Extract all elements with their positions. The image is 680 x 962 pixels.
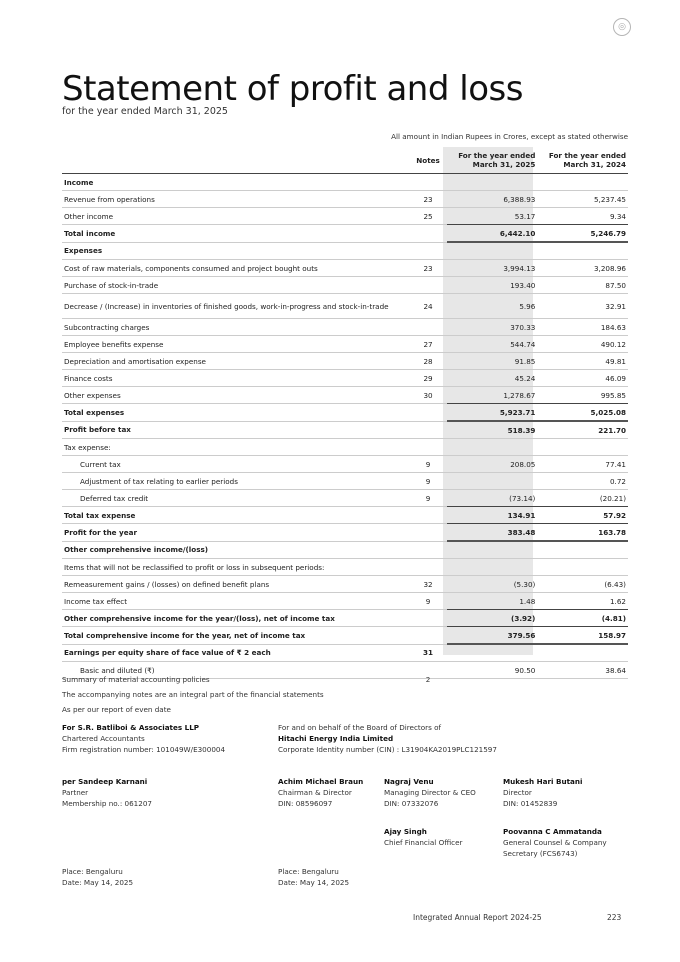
row-previous-year: (4.81) xyxy=(537,610,628,627)
signatory-din: DIN: 07332076 xyxy=(384,799,439,808)
accounting-policies-note: 2 xyxy=(425,675,431,684)
table-row xyxy=(62,174,628,191)
row-note xyxy=(409,541,446,559)
auditor-firm: For S.R. Batliboi & Associates LLP xyxy=(62,723,200,732)
partner-membership: Membership no.: 061207 xyxy=(62,799,152,808)
partner-title: Partner xyxy=(62,788,89,797)
row-note xyxy=(409,404,446,422)
row-previous-year: 5,025.08 xyxy=(537,404,628,422)
table-row xyxy=(62,490,628,507)
partner-name: per Sandeep Karnani xyxy=(62,777,148,786)
row-current-year: 379.56 xyxy=(447,627,538,645)
table-header-row xyxy=(62,147,628,174)
row-previous-year: 5,246.79 xyxy=(537,225,628,243)
row-current-year: 5.96 xyxy=(519,301,536,311)
row-label: Income tax effect xyxy=(64,596,128,606)
auditor-place: Place: Bengaluru xyxy=(62,867,123,876)
row-note: 32 xyxy=(423,579,433,589)
row-previous-year: 3,208.96 xyxy=(593,263,626,273)
row-previous-year: 221.70 xyxy=(598,425,626,435)
row-label: Decrease / (Increase) in inventories of finished goods, work-in-progress and stock-in-trade xyxy=(64,301,389,311)
row-current-year: 5,923.71 xyxy=(447,404,538,422)
row-note xyxy=(409,319,446,336)
auditor-type: Chartered Accountants xyxy=(62,734,145,743)
row-previous-year: 184.63 xyxy=(600,322,626,332)
row-current-year: 193.40 xyxy=(510,280,536,290)
header-particulars xyxy=(62,147,409,174)
row-previous-year: 163.78 xyxy=(537,524,628,542)
report-reference: As per our report of even date xyxy=(62,705,171,714)
table-row xyxy=(62,559,628,576)
signatory-role: Managing Director & CEO xyxy=(384,788,476,797)
row-label: Profit before tax xyxy=(64,425,131,435)
signatory-block xyxy=(384,776,476,809)
row-current-year: (73.14) xyxy=(509,493,536,503)
row-label: Remeasurement gains / (losses) on defined benefit plans xyxy=(64,579,270,589)
row-previous-year xyxy=(537,242,628,260)
signatory-name: Achim Michael Braun xyxy=(278,777,364,786)
table-row xyxy=(62,524,628,542)
row-current-year: 208.05 xyxy=(510,459,536,469)
row-previous-year: 46.09 xyxy=(605,373,626,383)
row-note xyxy=(409,174,446,191)
row-previous-year: 1.62 xyxy=(609,596,626,606)
accounting-policies-label: Summary of material accounting policies xyxy=(62,675,210,684)
row-note xyxy=(409,610,446,627)
signatory-block xyxy=(503,776,582,809)
row-note xyxy=(409,627,446,645)
auditor-registration: Firm registration number: 101049W/E300004 xyxy=(62,745,226,754)
table-row xyxy=(62,507,628,524)
board-place: Place: Bengaluru xyxy=(278,867,339,876)
row-note xyxy=(409,225,446,243)
row-current-year xyxy=(447,242,538,260)
row-label: Total income xyxy=(64,228,116,238)
row-previous-year: 38.64 xyxy=(605,665,626,675)
signatory-block xyxy=(503,826,628,859)
row-note: 24 xyxy=(423,301,433,311)
row-note: 9 xyxy=(425,476,431,486)
table-body xyxy=(62,174,628,679)
table-row xyxy=(62,191,628,208)
row-current-year: 6,442.10 xyxy=(447,225,538,243)
board-date: Date: May 14, 2025 xyxy=(278,878,350,887)
row-label: Total comprehensive income for the year, net of income tax xyxy=(64,630,306,640)
signatory-role: Director xyxy=(503,788,532,797)
row-note: 9 xyxy=(425,493,431,503)
row-note xyxy=(409,277,446,294)
page-subtitle: for the year ended March 31, 2025 xyxy=(62,106,228,117)
signatory-block xyxy=(384,826,463,848)
page-title: Statement of profit and loss xyxy=(62,69,523,109)
board-for-line: For and on behalf of the Board of Directors of xyxy=(278,723,442,732)
row-current-year: 3,994.13 xyxy=(503,263,536,273)
row-previous-year: 57.92 xyxy=(537,507,628,524)
row-current-year: 518.39 xyxy=(507,425,536,435)
header-previous-year: For the year ended March 31, 2024 xyxy=(548,151,626,169)
company-name: Hitachi Energy India Limited xyxy=(278,734,394,743)
table-row xyxy=(62,541,628,559)
row-label: Basic and diluted (₹) xyxy=(80,665,155,675)
table-row xyxy=(62,610,628,627)
row-label: Deferred tax credit xyxy=(80,493,149,503)
row-previous-year xyxy=(537,174,628,191)
table-row xyxy=(62,627,628,645)
table-row xyxy=(62,208,628,225)
row-note: 9 xyxy=(425,596,431,606)
row-previous-year: (6.43) xyxy=(604,579,626,589)
profit-loss-table xyxy=(62,147,628,679)
auditor-date: Date: May 14, 2025 xyxy=(62,878,134,887)
row-previous-year: 5,237.45 xyxy=(593,194,626,204)
row-current-year xyxy=(447,559,538,576)
row-note xyxy=(409,242,446,260)
row-previous-year xyxy=(537,439,628,456)
row-label: Tax expense: xyxy=(64,442,111,452)
page-number: 223 xyxy=(607,913,622,922)
amount-note: All amount in Indian Rupees in Crores, except as stated otherwise xyxy=(391,132,628,141)
signatory-role: Chairman & Director xyxy=(278,788,352,797)
row-label: Depreciation and amortisation expense xyxy=(64,356,206,366)
row-label: Employee benefits expense xyxy=(64,339,164,349)
row-label: Finance costs xyxy=(64,373,113,383)
row-current-year xyxy=(447,174,538,191)
company-logo-icon: ◎ xyxy=(613,18,631,36)
row-previous-year: (20.21) xyxy=(599,493,626,503)
row-label: Other income xyxy=(64,211,114,221)
table-row xyxy=(62,456,628,473)
row-current-year: 544.74 xyxy=(510,339,536,349)
row-label: Income xyxy=(64,177,94,187)
row-label: Cost of raw materials, components consumed and project bought outs xyxy=(64,263,318,273)
row-current-year: 53.17 xyxy=(514,211,536,221)
table-row xyxy=(62,404,628,422)
signatory-role: Chief Financial Officer xyxy=(384,838,463,847)
row-previous-year: 49.81 xyxy=(605,356,626,366)
row-previous-year: 158.97 xyxy=(537,627,628,645)
table-row xyxy=(62,277,628,294)
signatory-block xyxy=(278,776,363,809)
row-label: Current tax xyxy=(80,459,121,469)
row-note: 27 xyxy=(423,339,433,349)
table-row xyxy=(62,387,628,404)
table-row xyxy=(62,576,628,593)
row-current-year xyxy=(447,541,538,559)
auditor-partner-block xyxy=(62,776,152,809)
row-note xyxy=(409,421,446,439)
accounting-policies-line xyxy=(62,675,431,684)
row-note: 30 xyxy=(423,390,433,400)
row-current-year xyxy=(447,473,538,490)
table-row xyxy=(62,225,628,243)
table-row xyxy=(62,421,628,439)
signatory-name: Ajay Singh xyxy=(384,827,427,836)
table-row xyxy=(62,593,628,610)
table-row xyxy=(62,644,628,662)
row-note: 9 xyxy=(425,459,431,469)
auditor-place-date xyxy=(62,866,133,888)
row-note: 28 xyxy=(423,356,433,366)
row-label: Subcontracting charges xyxy=(64,322,150,332)
row-current-year: 383.48 xyxy=(447,524,538,542)
row-label: Other comprehensive income for the year/(loss), net of income tax xyxy=(64,613,335,623)
row-previous-year: 87.50 xyxy=(605,280,626,290)
row-label: Earnings per equity share of face value of ₹ 2 each xyxy=(64,648,271,658)
table-row xyxy=(62,260,628,277)
table-row xyxy=(62,370,628,387)
header-current-year: For the year ended March 31, 2025 xyxy=(458,151,536,169)
board-place-date xyxy=(278,866,349,888)
row-note: 31 xyxy=(423,648,434,658)
auditor-block xyxy=(62,722,225,755)
row-current-year: 134.91 xyxy=(447,507,538,524)
table-row xyxy=(62,473,628,490)
row-previous-year: 995.85 xyxy=(600,390,626,400)
row-current-year xyxy=(447,644,538,662)
row-label: Total expenses xyxy=(64,407,125,417)
row-current-year: 1,278.67 xyxy=(503,390,536,400)
board-block xyxy=(278,722,497,755)
row-label: Expenses xyxy=(64,246,103,256)
row-label: Revenue from operations xyxy=(64,194,155,204)
row-note xyxy=(409,559,446,576)
table-row xyxy=(62,319,628,336)
row-current-year: 370.33 xyxy=(510,322,536,332)
row-current-year: 6,388.93 xyxy=(503,194,536,204)
row-current-year: 45.24 xyxy=(514,373,536,383)
row-current-year: (5.30) xyxy=(513,579,536,589)
row-current-year: 90.50 xyxy=(514,665,536,675)
table-row xyxy=(62,353,628,370)
row-label: Adjustment of tax relating to earlier periods xyxy=(80,476,238,486)
row-previous-year: 0.72 xyxy=(609,476,626,486)
row-note: 23 xyxy=(423,194,433,204)
table-row xyxy=(62,242,628,260)
row-note xyxy=(409,524,446,542)
header-notes: Notes xyxy=(416,155,440,165)
signatory-role: General Counsel & Company Secretary (FCS6743) xyxy=(503,838,607,858)
table-row xyxy=(62,294,628,319)
row-previous-year xyxy=(537,644,628,662)
table-row xyxy=(62,336,628,353)
row-previous-year xyxy=(537,541,628,559)
signatory-din: DIN: 01452839 xyxy=(503,799,558,808)
accompanying-notes: The accompanying notes are an integral part of the financial statements xyxy=(62,690,324,699)
signatory-name: Mukesh Hari Butani xyxy=(503,777,583,786)
row-note: 25 xyxy=(423,211,433,221)
row-current-year: (3.92) xyxy=(447,610,538,627)
row-note: 29 xyxy=(423,373,433,383)
row-label: Other expenses xyxy=(64,390,121,400)
report-name: Integrated Annual Report 2024-25 xyxy=(413,913,542,922)
row-previous-year: 77.41 xyxy=(605,459,626,469)
row-note: 23 xyxy=(423,263,433,273)
row-label: Items that will not be reclassified to profit or loss in subsequent periods: xyxy=(64,562,325,572)
company-cin: Corporate Identity number (CIN) : L31904KA2019PLC121597 xyxy=(278,745,497,754)
row-previous-year: 9.34 xyxy=(609,211,626,221)
row-current-year: 91.85 xyxy=(514,356,536,366)
row-previous-year: 32.91 xyxy=(605,301,626,311)
row-note xyxy=(409,507,446,524)
row-label: Total tax expense xyxy=(64,510,136,520)
row-previous-year xyxy=(537,559,628,576)
row-note xyxy=(409,439,446,456)
signatory-din: DIN: 08596097 xyxy=(278,799,333,808)
row-current-year xyxy=(447,439,538,456)
signatory-name: Poovanna C Ammatanda xyxy=(503,827,602,836)
row-label: Purchase of stock-in-trade xyxy=(64,280,159,290)
row-label: Other comprehensive income/(loss) xyxy=(64,545,209,555)
row-previous-year: 490.12 xyxy=(600,339,626,349)
row-current-year: 1.48 xyxy=(519,596,536,606)
signatory-name: Nagraj Venu xyxy=(384,777,434,786)
table-row xyxy=(62,439,628,456)
row-label: Profit for the year xyxy=(64,527,138,537)
